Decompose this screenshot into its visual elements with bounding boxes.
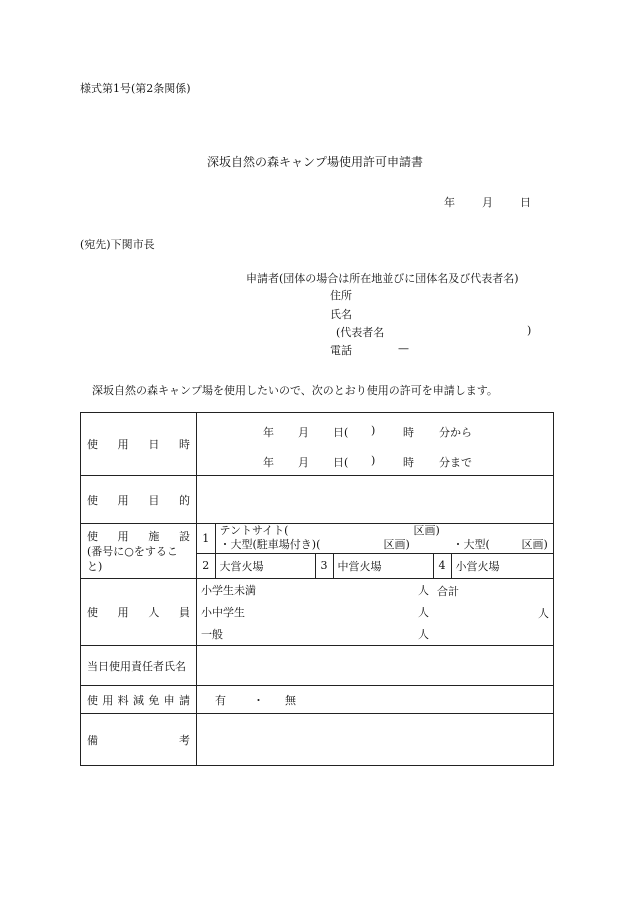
name-label: 氏名 xyxy=(330,308,352,321)
date-month: 月 xyxy=(482,196,493,209)
rep-name-close: ) xyxy=(527,324,532,337)
label-remarks: 備 考 xyxy=(81,714,197,766)
facility-item-2: 大営火場 xyxy=(215,553,315,578)
facility-num-4[interactable]: 4 xyxy=(433,553,451,578)
page-title: 深坂自然の森キャンプ場使用許可申請書 xyxy=(206,155,423,169)
facility-num-1[interactable]: 1 xyxy=(197,524,215,553)
fee-reduction-field xyxy=(197,686,554,714)
date-line xyxy=(444,194,531,210)
intro-text: 深坂自然の森キャンプ場を使用したいので、次のとおり使用の許可を申請します。 xyxy=(92,384,498,397)
users-count-2[interactable]: 人 xyxy=(418,628,429,641)
facility-note: (番号に○をすること) xyxy=(87,544,178,573)
users-cat-2: 一般 xyxy=(201,628,223,641)
phone-label: 電話 xyxy=(330,344,352,357)
applicant-heading: 申請者(団体の場合は所在地並びに団体名及び代表者名) xyxy=(246,272,519,285)
facility-field xyxy=(197,524,554,579)
users-cat-1: 小中学生 xyxy=(201,606,245,619)
application-table xyxy=(80,412,554,766)
fee-no[interactable]: 無 xyxy=(285,693,296,707)
label-fee-reduction: 使 用 料 減 免 申 請 xyxy=(81,686,197,714)
date-day: 日 xyxy=(520,196,531,209)
phone-dash: — xyxy=(398,342,409,355)
facility-item-3: 中営火場 xyxy=(333,553,433,578)
row-facility xyxy=(81,524,554,579)
label-purpose: 使 用 目 的 xyxy=(81,476,197,524)
users-count-0[interactable]: 人 xyxy=(418,584,429,597)
form-number: 様式第1号(第2条関係) xyxy=(80,82,191,95)
facility-num-3[interactable]: 3 xyxy=(315,553,333,578)
facility-tent-site: テントサイト( 区画) ・大型(駐車場付き)( 区画) ・大型( 区画) xyxy=(215,524,553,553)
users-count-1[interactable]: 人 xyxy=(418,606,429,619)
remarks-field[interactable] xyxy=(197,714,554,766)
purpose-field[interactable] xyxy=(197,476,554,524)
rep-name-open: (代表者名 xyxy=(336,326,385,339)
label-users: 使 用 人 員 xyxy=(81,579,197,646)
label-period: 使 用 日 時 xyxy=(81,413,197,476)
row-remarks xyxy=(81,714,554,766)
fee-yes[interactable]: 有 xyxy=(215,693,226,707)
users-cat-0: 小学生未満 xyxy=(201,584,256,597)
row-purpose xyxy=(81,476,554,524)
date-year: 年 xyxy=(444,196,455,209)
users-total[interactable]: 合計 人 xyxy=(437,585,549,620)
facility-item-4: 小営火場 xyxy=(455,559,500,573)
row-fee-reduction xyxy=(81,686,554,714)
label-facility: 使 用 施 設 (番号に○をすること) xyxy=(81,524,197,579)
row-responsible xyxy=(81,646,554,686)
row-period xyxy=(81,413,554,476)
facility-num-2[interactable]: 2 xyxy=(197,553,215,578)
fee-dot: ・ xyxy=(253,693,264,707)
responsible-field[interactable] xyxy=(197,646,554,686)
addressee: (宛先)下関市長 xyxy=(80,238,155,251)
users-field xyxy=(197,579,554,646)
label-responsible: 当日使用責任者氏名 xyxy=(81,646,197,686)
address-label: 住所 xyxy=(330,289,352,302)
row-users xyxy=(81,579,554,646)
period-field[interactable]: 年 月 日( ) 時 分から 年 月 日( ) 時 分まで xyxy=(197,413,554,476)
